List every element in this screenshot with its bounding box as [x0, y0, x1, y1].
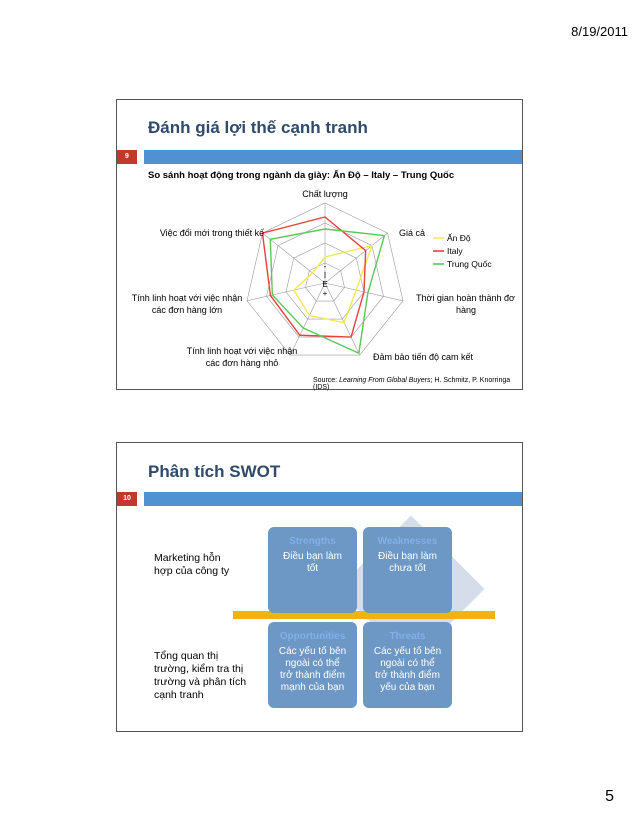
opportunities-box: Opportunities Các yếu tố bên ngoài có thể trở thành điểm mạnh của bạn	[268, 622, 357, 708]
slide-number: 9	[117, 150, 137, 164]
strengths-box: Strengths Điều bạn làm tốt	[268, 527, 357, 613]
legend-label: Trung Quốc	[447, 259, 492, 269]
scale-label: +	[322, 289, 328, 298]
slide-subtitle: So sánh hoạt động trong ngành da giày: Ấn Độ – Italy – Trung Quốc	[148, 170, 455, 181]
scale-label: I	[323, 271, 327, 280]
print-date: 8/19/2011	[571, 24, 628, 39]
threats-box: Threats Các yếu tố bên ngoài có thể trở thành điểm yếu của bạn	[363, 622, 452, 708]
threats-heading: Threats	[389, 631, 426, 642]
accent-bar	[144, 492, 522, 506]
legend-label: Italy	[447, 246, 463, 256]
slide-number-bar	[117, 492, 522, 506]
slide-title: Đánh giá lợi thế cạnh tranh	[148, 118, 368, 137]
series-line-2	[270, 229, 384, 353]
slide-title: Phân tích SWOT	[148, 462, 281, 481]
page-number: 5	[605, 788, 614, 805]
axis-label: Giá cả	[399, 228, 426, 238]
marketing-mix-label: Marketing hỗn hợp của công ty	[154, 552, 230, 577]
weaknesses-box: Weaknesses Điều bạn làm chưa tốt	[363, 527, 452, 613]
scale-label: -	[323, 262, 327, 271]
source-note: Source: Learning From Global Buyers; H. Schmitz, P. Knorringa (IDS)	[313, 377, 511, 391]
axis-label: hàng	[455, 305, 477, 315]
slide-9	[116, 99, 523, 390]
series-line-0	[294, 246, 372, 323]
scale-label: E	[322, 280, 328, 289]
weaknesses-heading: Weaknesses	[377, 536, 438, 547]
market-overview-label: Tổng quan thị trường, kiểm tra thị trường và phân tích cạnh tranh	[154, 650, 247, 701]
axis-label: Chất lượng	[302, 189, 348, 199]
axis-label: Việc đổi mới trong thiết kế	[159, 228, 265, 238]
strengths-heading: Strengths	[289, 536, 336, 547]
radar-chart	[117, 100, 522, 389]
axis-label: Tính linh hoạt với việc nhận	[131, 293, 243, 303]
axis-label: Tính linh hoạt với việc nhận	[186, 346, 298, 356]
legend-label: Ấn Độ	[447, 233, 471, 243]
slide-number: 10	[117, 492, 137, 506]
slide-10	[116, 442, 523, 732]
opportunities-heading: Opportunities	[279, 631, 346, 642]
axis-label: Thời gian hoàn thành đơ	[416, 293, 515, 303]
axis-label: các đơn hàng nhỏ	[205, 358, 279, 368]
axis-label: Đảm bảo tiến độ cam kết	[373, 352, 474, 362]
axis-label: các đơn hàng lớn	[151, 305, 223, 315]
grid-spoke	[247, 283, 325, 301]
